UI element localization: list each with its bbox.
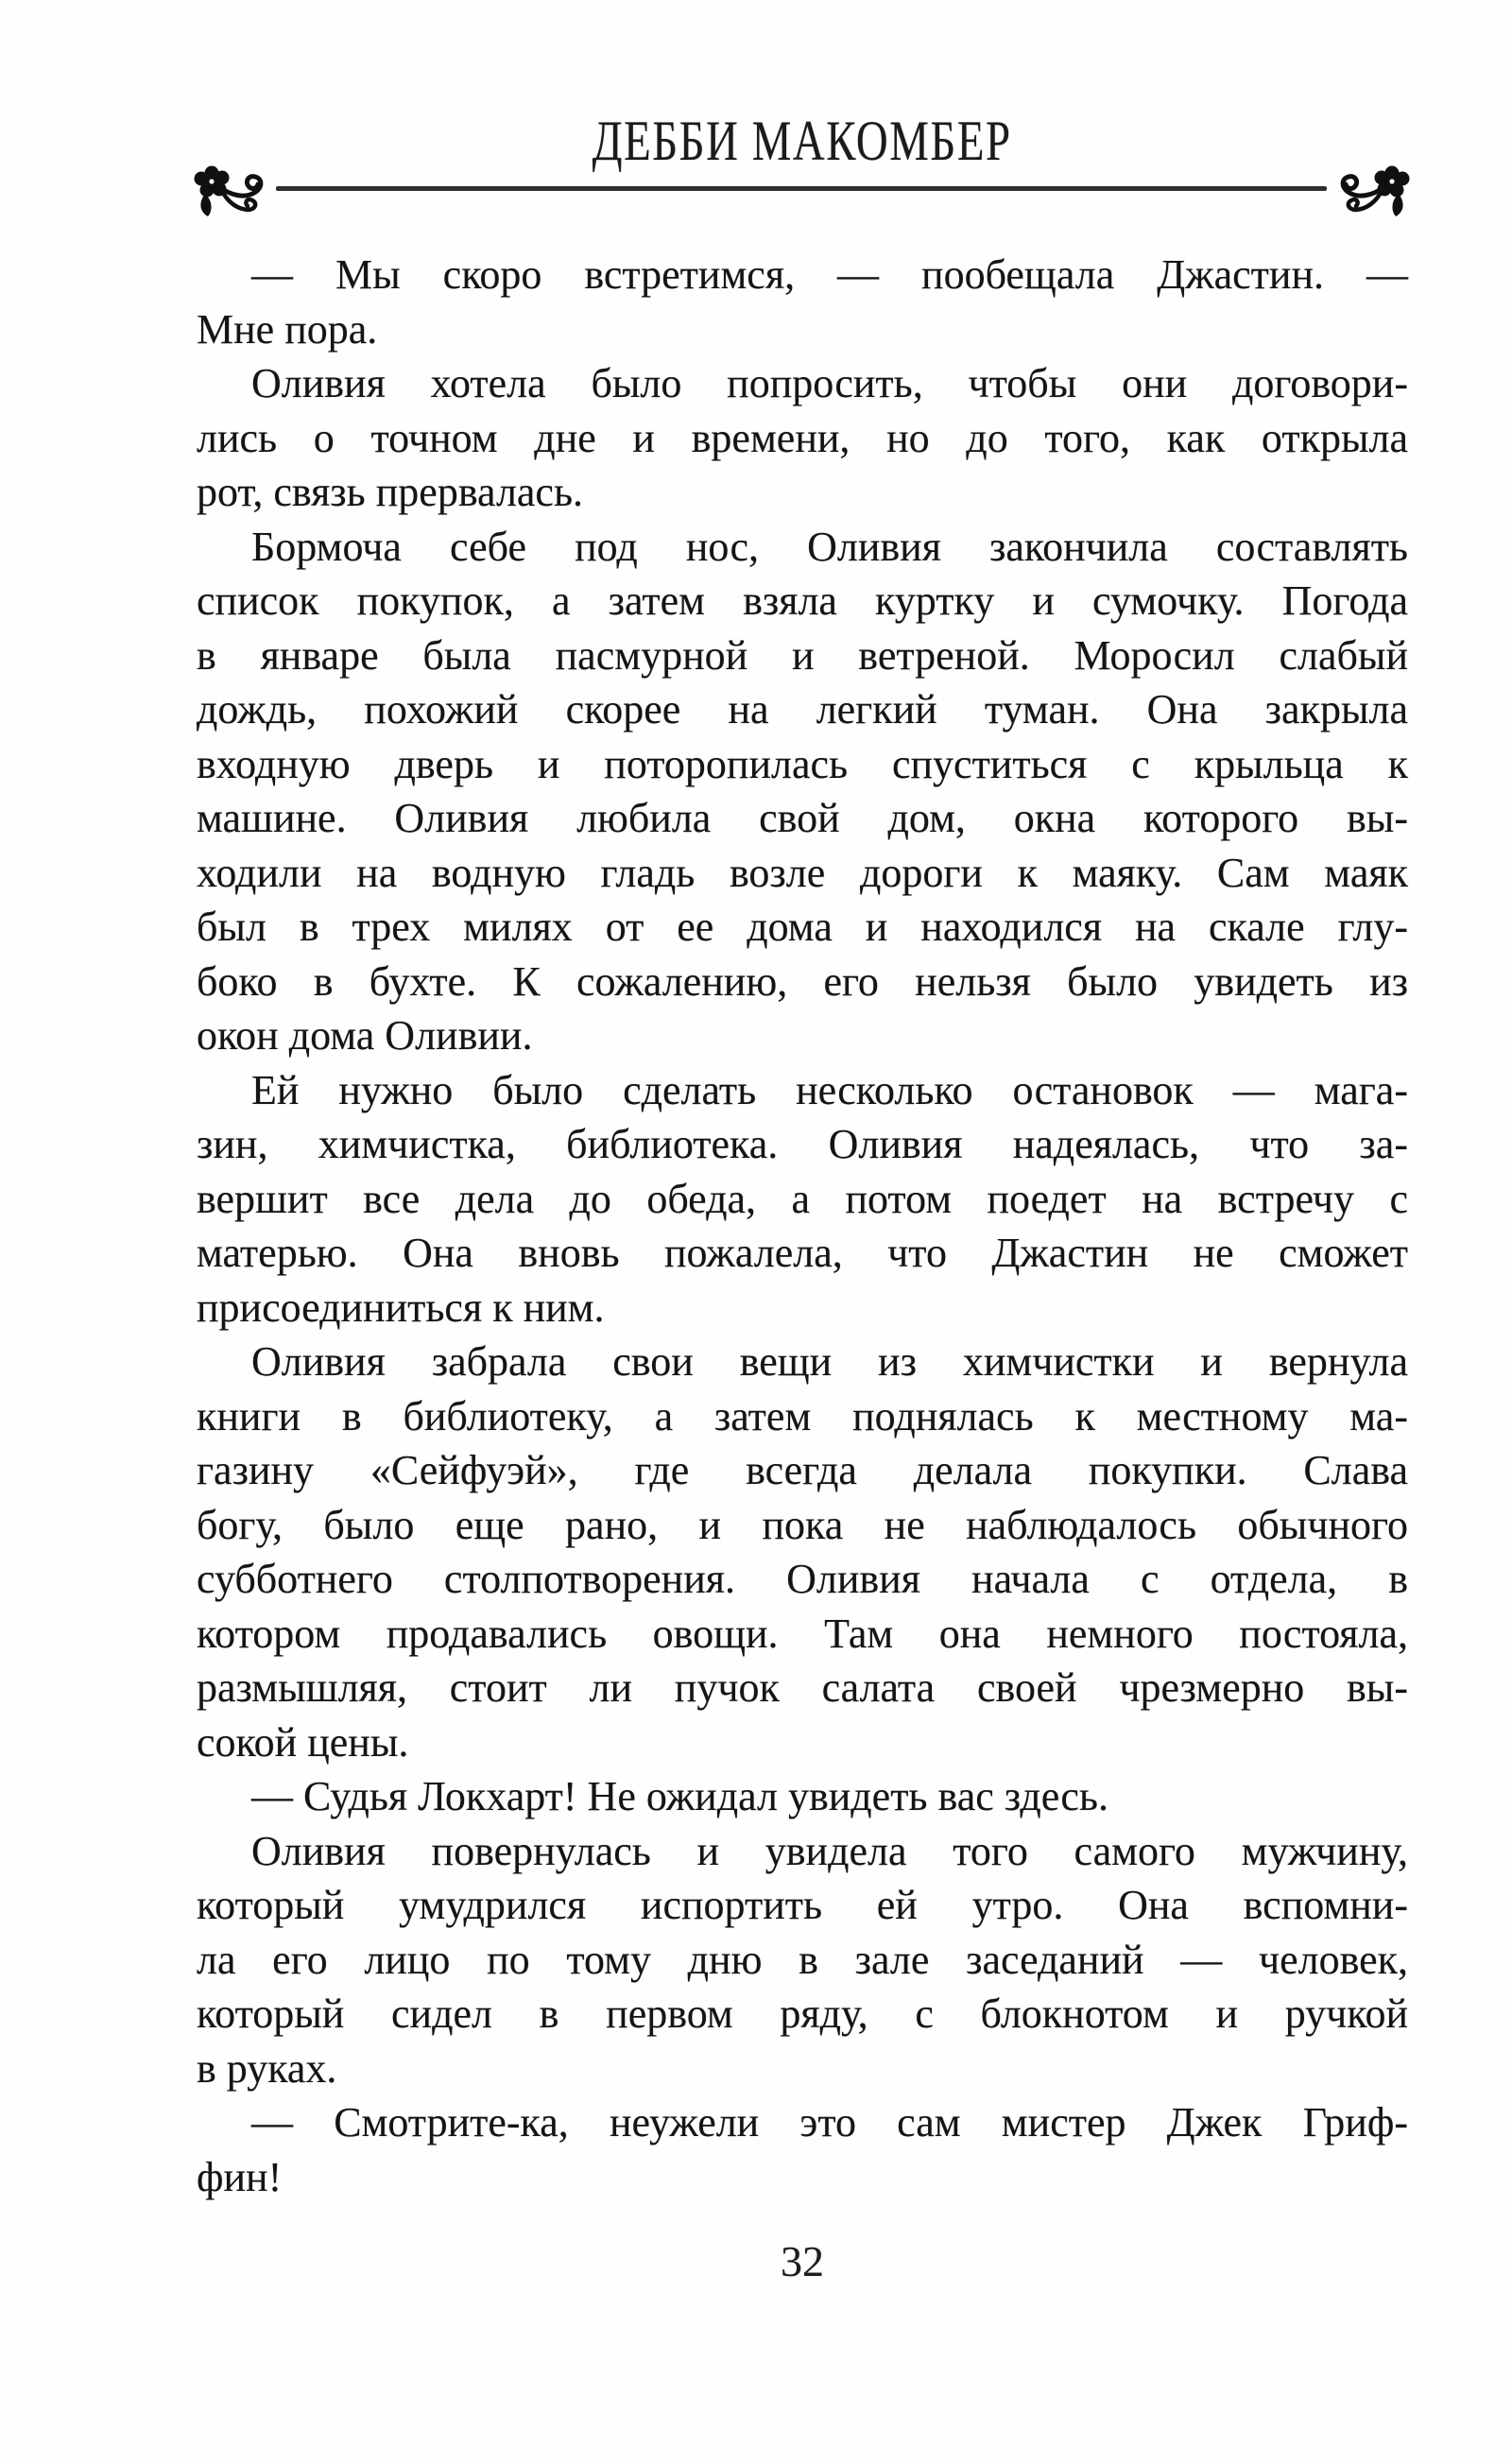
text-line: вершит все дела до обеда, а потом поедет на встречу с	[197, 1175, 1408, 1222]
text-line: в руках.	[197, 2044, 337, 2092]
text-line: ходили на водную гладь возле дороги к маяку. Сам маяк	[197, 849, 1408, 896]
text-line: фин!	[197, 2153, 283, 2200]
text-line: дождь, похожий скорее на легкий туман. Она закрыла	[197, 686, 1408, 732]
text-line: Оливия повернулась и увидела того самого мужчину,	[251, 1827, 1408, 1874]
text-line: присоединиться к ним.	[197, 1284, 605, 1331]
text-line: — Мы скоро встретимся, — пообещала Джастин. —	[251, 251, 1408, 298]
text-line: список покупок, а затем взяла куртку и сумочку. Погода	[197, 577, 1408, 624]
text-line: входную дверь и поторопилась спуститься с крыльца к	[197, 740, 1408, 787]
text-line: лись о точном дне и времени, но до того, как открыла	[197, 414, 1408, 461]
text-line: машине. Оливия любила свой дом, окна которого вы-	[197, 795, 1408, 841]
text-line: богу, было еще рано, и пока не наблюдалось обычного	[197, 1501, 1408, 1548]
text-line: Оливия забрала свои вещи из химчистки и вернула	[251, 1338, 1408, 1385]
floral-flourish-right-icon	[1324, 163, 1414, 219]
text-line: ла его лицо по тому дню в зале заседаний — человек,	[197, 1936, 1408, 1983]
text-line: Бормоча себе под нос, Оливия закончила составлять	[251, 523, 1408, 570]
text-line: сокой цены.	[197, 1718, 409, 1766]
text-line: рот, связь прервалась.	[197, 469, 584, 515]
text-line: газину «Сейфуэй», где всегда делала покупки. Слава	[197, 1447, 1408, 1493]
header-divider-rule	[276, 186, 1327, 191]
text-line: — Судья Локхарт! Не ожидал увидеть вас здесь.	[251, 1773, 1108, 1819]
text-line: субботнего столпотворения. Оливия начала с отдела, в	[197, 1556, 1408, 1602]
text-line: Мне пора.	[197, 305, 378, 353]
text-line: боко в бухте. К сожалению, его нельзя было увидеть из	[197, 957, 1408, 1005]
text-line: матерью. Она вновь пожалела, что Джастин не сможет	[197, 1230, 1408, 1276]
text-line: который умудрился испортить ей утро. Она вспомни-	[197, 1882, 1408, 1928]
text-line: Ей нужно было сделать несколько остановок — мага-	[251, 1066, 1408, 1113]
text-line: — Смотрите-ка, неужели это сам мистер Джек Гриф-	[251, 2099, 1408, 2145]
floral-flourish-left-icon	[190, 163, 280, 219]
text-line: Оливия хотела было попросить, чтобы они договори-	[251, 360, 1408, 406]
text-line: окон дома Оливии.	[197, 1012, 533, 1059]
page-number: 32	[781, 2237, 824, 2285]
text-block	[197, 248, 1408, 2204]
text-line: котором продавались овощи. Там она немного постояла,	[197, 1610, 1408, 1657]
text-line: был в трех милях от ее дома и находился на скале глу-	[197, 904, 1408, 950]
text-line: зин, химчистка, библиотека. Оливия надеялась, что за-	[197, 1121, 1408, 1167]
running-head-title	[197, 112, 1408, 170]
text-line: книги в библиотеку, а затем поднялась к местному ма-	[197, 1392, 1408, 1439]
running-head-text: ДЕББИ МАКОМБЕР	[593, 110, 1012, 172]
text-line: в январе была пасмурной и ветреной. Моросил слабый	[197, 631, 1408, 679]
text-line: который сидел в первом ряду, с блокнотом и ручкой	[197, 1990, 1408, 2037]
text-line: размышляя, стоит ли пучок салата своей чрезмерно вы-	[197, 1664, 1408, 1711]
